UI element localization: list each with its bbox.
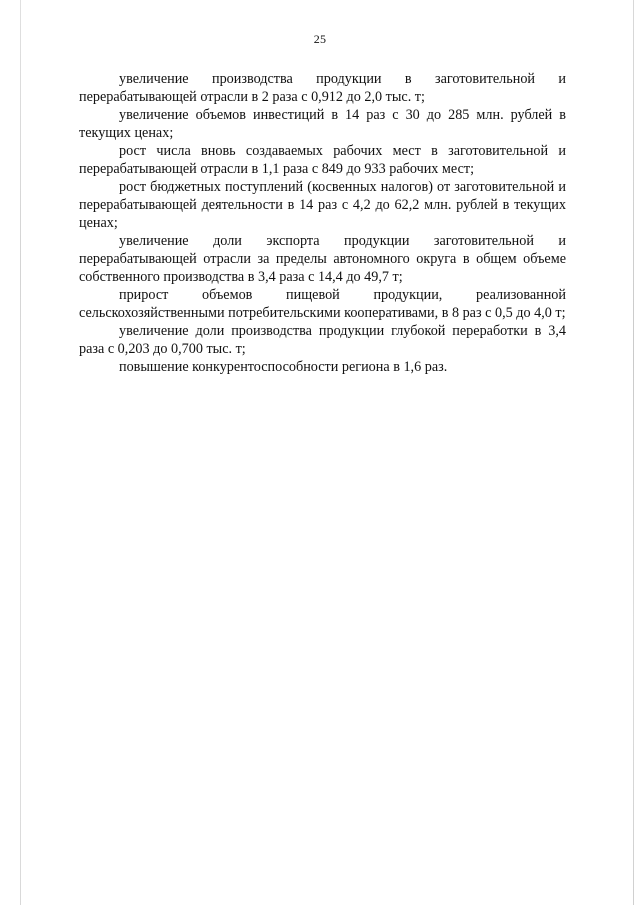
paragraph-deep-processing: увеличение доли производства продукции глубокой переработки в 3,4 раза с 0,203 до 0,700 тыс. т; [79,323,566,357]
paragraph-budget-revenue: рост бюджетных поступлений (косвенных налогов) от заготовительной и перерабатывающей деятельности в 14 раз с 4,2 до 62,2 млн. рублей в текущих ценах; [79,179,566,231]
scan-edge-right [633,0,634,905]
paragraph-export-share: увеличение доли экспорта продукции заготовительной и перерабатывающей отрасли за пределы автономного округа в общем объеме собственного производства в 3,4 раза с 14,4 до 49,7 т; [79,233,566,285]
paragraph-jobs-growth: рост числа вновь создаваемых рабочих мест в заготовительной и перерабатывающей отрасли в 1,1 раза с 849 до 933 рабочих мест; [79,143,566,177]
paragraph-production-growth: увеличение производства продукции в заготовительной и перерабатывающей отрасли в 2 раза с 0,912 до 2,0 тыс. т; [79,71,566,105]
document-body [79,70,566,376]
paragraph-food-products: прирост объемов пищевой продукции, реализованной сельскохозяйственными потребительскими кооперативами, в 8 раз с 0,5 до 4,0 т; [79,287,566,321]
scan-edge-left [20,0,21,905]
paragraph-investment-growth: увеличение объемов инвестиций в 14 раз с 30 до 285 млн. рублей в текущих ценах; [79,107,566,141]
paragraph-competitiveness: повышение конкурентоспособности региона в 1,6 раз. [119,359,448,375]
page-number: 25 [313,32,327,46]
